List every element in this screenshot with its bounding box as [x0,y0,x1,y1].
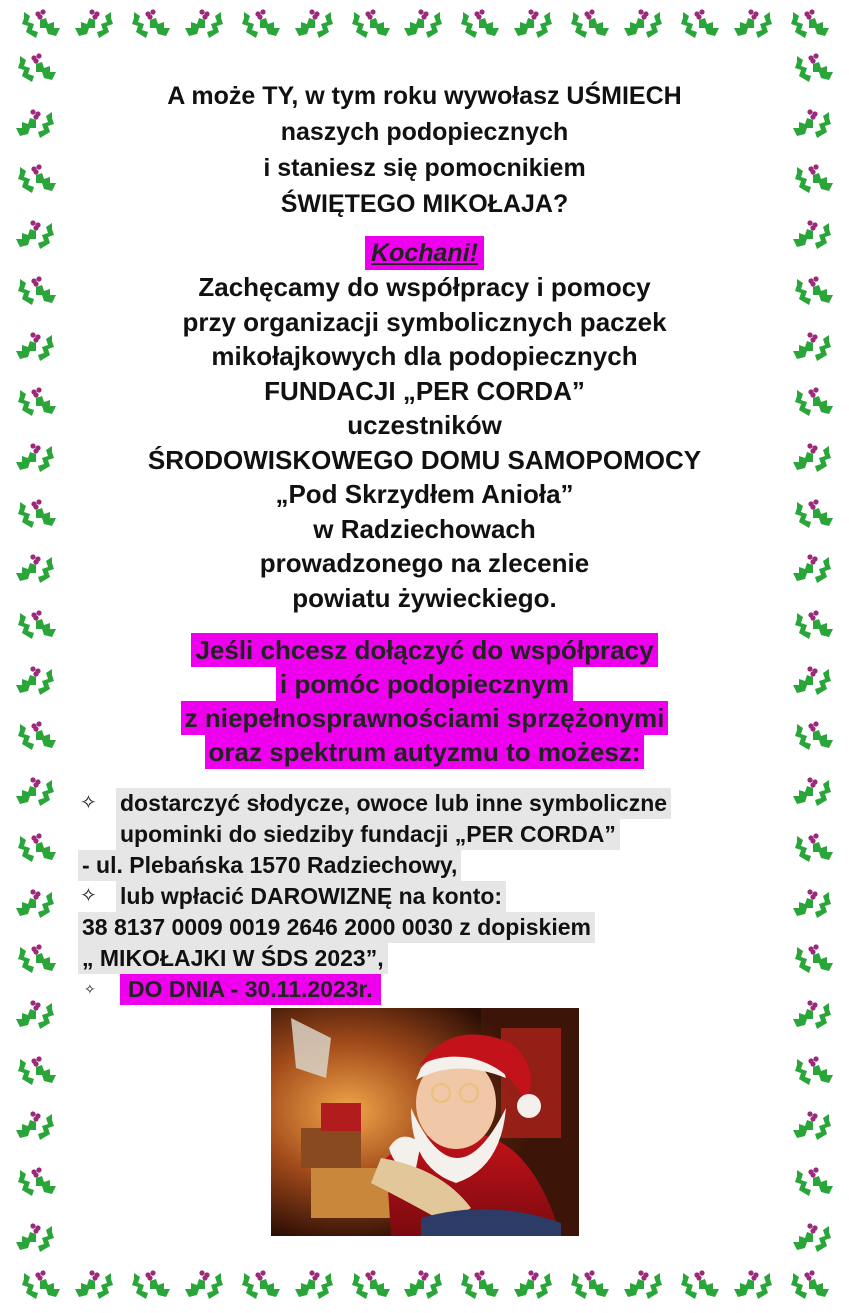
poster-heading [72,78,777,222]
cta-line: i pomóc podopiecznym [276,667,573,701]
holly-icon [18,6,62,46]
holly-icon [73,1267,117,1307]
holly-icon [567,6,611,46]
holly-icon [14,886,58,926]
holly-icon [14,50,58,90]
holly-icon [14,440,58,480]
list-item-continuation [78,850,778,881]
holly-icon [348,6,392,46]
holly-icon [14,997,58,1037]
holly-icon [73,6,117,46]
holly-icon [791,1053,835,1093]
intro-line: „Pod Skrzydłem Anioła” [275,479,574,509]
heading-line: A może TY, w tym roku wywołasz UŚMIECH [167,82,682,110]
holly-icon [567,1267,611,1307]
holly-icon [402,6,446,46]
holly-icon [791,161,835,201]
intro-line: ŚRODOWISKOWEGO DOMU SAMOPOMOCY [147,444,702,475]
holly-icon [677,1267,721,1307]
holly-border-bottom [18,1267,831,1307]
greeting [72,236,777,270]
holly-icon [183,1267,227,1307]
holly-icon [238,1267,282,1307]
holly-icon [791,440,835,480]
holly-icon [457,1267,501,1307]
holly-icon [791,886,835,926]
intro-line: prowadzonego na zlecenie [259,548,590,578]
holly-icon [18,1267,62,1307]
greeting-label: Kochani! [365,236,484,270]
holly-icon [293,6,337,46]
holly-icon [14,106,58,146]
poster-content [72,78,777,769]
holly-icon [293,1267,337,1307]
holly-icon [14,1053,58,1093]
intro-line: FUNDACJI „PER CORDA” [264,375,585,406]
cta-line: Jeśli chcesz dołączyć do współpracy [191,633,657,667]
intro-line: Zachęcamy do współpracy i pomocy [198,272,651,302]
holly-icon [622,1267,666,1307]
list-item [78,788,778,819]
holly-icon [14,384,58,424]
holly-icon [14,941,58,981]
holly-icon [128,6,172,46]
holly-icon [14,774,58,814]
holly-icon [14,217,58,257]
intro-line: przy organizacji symbolicznych paczek [182,306,667,337]
intro-line: w Radziechowach [313,513,536,544]
cta-line: oraz spektrum autyzmu to możesz: [205,735,645,769]
deadline-text: DO DNIA - 30.11.2023r. [120,974,381,1005]
cta-line: z niepełnosprawnościami sprzężonymi [181,701,669,735]
holly-icon [238,6,282,46]
holly-icon [677,6,721,46]
call-to-action [72,633,777,769]
holly-icon [622,6,666,46]
holly-icon [791,774,835,814]
holly-icon [791,217,835,257]
holly-icon [512,1267,556,1307]
list-item [78,881,778,912]
holly-icon [791,607,835,647]
holly-icon [791,273,835,313]
holly-icon [791,1108,835,1148]
holly-icon [14,1108,58,1148]
holly-icon [791,941,835,981]
holly-icon [732,6,776,46]
holly-border-right [791,50,835,1260]
holly-icon [348,1267,392,1307]
santa-claus-photo [271,1008,579,1236]
holly-icon [14,329,58,369]
holly-icon [791,997,835,1037]
holly-icon [791,50,835,90]
holly-icon [787,6,831,46]
heading-line: i staniesz się pomocnikiem [263,154,586,182]
holly-icon [128,1267,172,1307]
holly-icon [14,607,58,647]
address-text: - ul. Plebańska 1570 Radziechowy, [78,850,461,881]
holly-icon [14,273,58,313]
holly-icon [14,718,58,758]
holly-icon [791,1220,835,1260]
list-item [78,974,778,1005]
holly-icon [791,718,835,758]
holly-icon [791,551,835,591]
holly-icon [512,6,556,46]
sparkle-icon: ✧ [80,792,97,814]
holly-icon [791,663,835,703]
heading-line: naszych podopiecznych [280,118,569,146]
holly-icon [14,663,58,703]
intro-text [72,270,777,615]
list-item-continuation [78,912,778,943]
sparkle-icon: ✧ [84,981,96,997]
ways-to-help-list [78,788,778,1005]
intro-line: powiatu żywieckiego. [292,582,557,613]
list-item-text: dostarczyć słodycze, owoce lub inne symboliczne [116,788,671,819]
holly-icon [791,1164,835,1204]
holly-icon [14,830,58,870]
intro-line: mikołajkowych dla podopiecznych [211,341,638,371]
holly-icon [791,106,835,146]
holly-icon [732,1267,776,1307]
list-item-text: lub wpłacić DAROWIZNĘ na konto: [116,881,506,912]
sparkle-icon: ✧ [80,885,97,907]
list-item-continuation [78,943,778,974]
holly-icon [402,1267,446,1307]
holly-icon [791,496,835,536]
intro-line: uczestników [347,410,502,440]
holly-icon [791,384,835,424]
list-item-text: upominki do siedziby fundacji „PER CORDA” [116,819,620,850]
list-item-continuation [78,819,778,850]
holly-icon [787,1267,831,1307]
holly-icon [14,496,58,536]
holly-icon [457,6,501,46]
holly-border-left [14,50,58,1260]
holly-icon [791,830,835,870]
holly-icon [14,161,58,201]
holly-icon [14,551,58,591]
holly-icon [14,1164,58,1204]
transfer-title-text: „ MIKOŁAJKI W ŚDS 2023”, [78,943,388,974]
heading-line: ŚWIĘTEGO MIKOŁAJA? [280,190,569,218]
holly-icon [183,6,227,46]
holly-icon [791,329,835,369]
bank-account-text: 38 8137 0009 0019 2646 2000 0030 z dopiskiem [78,912,595,943]
holly-icon [14,1220,58,1260]
holly-border-top [18,6,831,46]
